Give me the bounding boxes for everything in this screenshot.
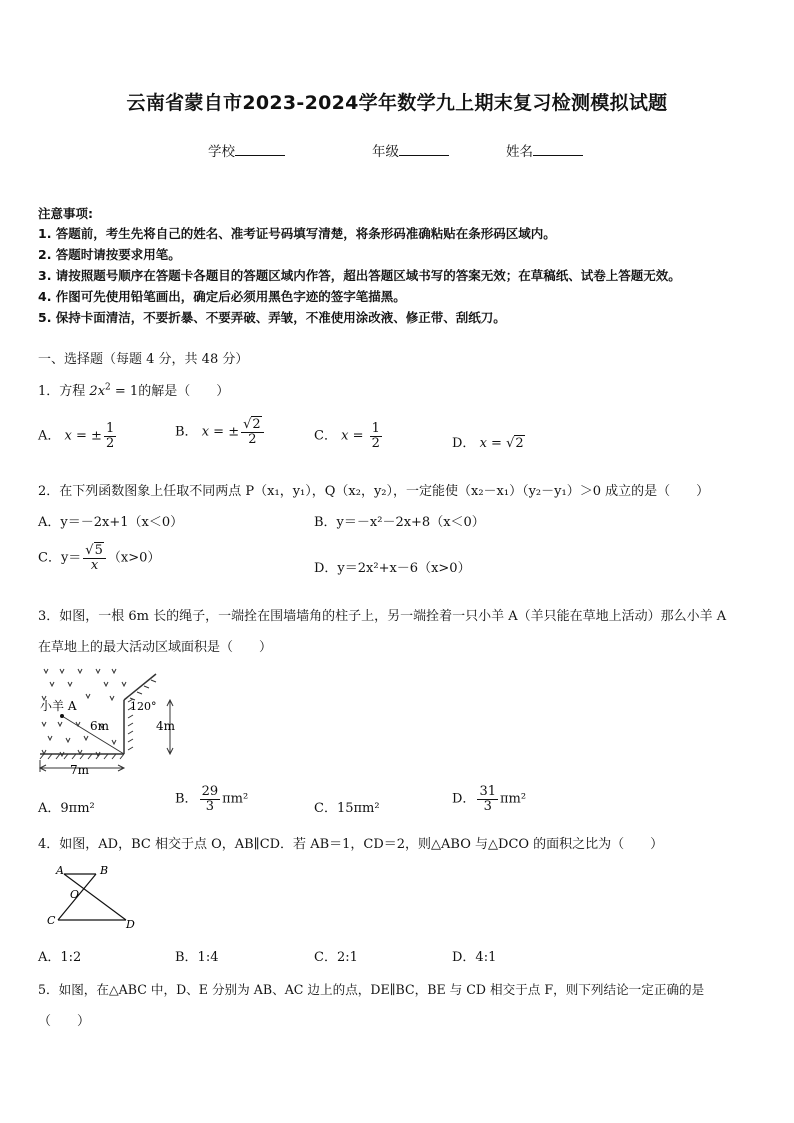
question-3-line-1: 3．如图，一根 6m 长的绳子，一端拴在围墙墙角的柱子上，另一端拴着一只小羊 A（羊只能在草地上活动）那么小羊 A [38,609,727,624]
q1-option-b: B． x = ± $\frac{√2}{2}$ [175,418,266,446]
point-a-label: A [56,864,64,877]
rope-label: 6m [90,719,110,733]
angle-label: 120° [130,700,157,713]
q3-option-b: B． $\frac{29}{3}$ πm² [175,784,249,814]
q2-option-a: A．y＝－2x+1（x＜0） [38,515,184,530]
notes-heading: 注意事项: [38,206,93,221]
sheep-point [60,714,64,718]
q2-option-b: B．y＝－x²－2x+8（x＜0） [314,515,485,530]
question-5-line-2: （ ） [38,1014,91,1029]
point-o-label: O [70,888,80,901]
note-item: 5. 保持卡面清洁，不要折暴、不要弄破、弄皱，不准使用涂改液、修正带、刮纸刀。 [38,310,506,325]
section-heading: 一、选择题（每题 4 分，共 48 分） [38,352,249,367]
point-c-label: C [47,914,56,927]
q3-option-a: A．9πm² [38,801,95,816]
question-1: 1．方程 $2x^2 = 1$的解是（ ） [38,382,230,399]
question-4: 4．如图，AD，BC 相交于点 O，AB∥CD．若 AB＝1，CD＝2，则△ABO 与△DCO 的面积之比为（ ） [38,837,664,852]
q2-option-d: D．y＝2x²+x－6（x>0） [314,561,471,576]
point-d-label: D [126,918,135,931]
q4-option-d: D．4:1 [452,950,497,965]
wall-length-label: 4m [156,719,176,733]
q4-figure [44,862,144,932]
q3-option-d: D． $\frac{31}{3}$ πm² [452,784,527,814]
q1-option-d: D． x = √2 [452,436,524,451]
question-2: 2．在下列函数图象上任取不同两点 P（x₁，y₁），Q（x₂，y₂），一定能使（x₂－x₁）（y₂－y₁）＞0 成立的是（ ） [38,484,710,499]
q4-option-c: C．2:1 [314,950,358,965]
note-item: 4. 作图可先使用铅笔画出，确定后必须用黑色字迹的签字笔描黑。 [38,289,406,304]
point-b-label: B [100,864,109,877]
name-field: 姓名 [506,140,583,160]
grade-field: 年级 [372,140,449,160]
sheep-label: 小羊 A [40,699,77,713]
q3-figure [38,664,188,780]
note-item: 2. 答题时请按要求用笔。 [38,247,181,262]
q4-option-b: B．1:4 [175,950,219,965]
note-item: 1. 答题前，考生先将自己的姓名、准考证号码填写清楚，将条形码准确粘贴在条形码区域内。 [38,226,556,241]
q4-option-a: A．1:2 [38,950,82,965]
note-item: 3. 请按照题号顺序在答题卡各题目的答题区域内作答，超出答题区域书写的答案无效；在草稿纸、试卷上答题无效。 [38,268,681,283]
question-3-line-2: 在草地上的最大活动区域面积是（ ） [38,640,273,655]
q2-option-c: C．y＝ $\frac{√5}{x}$ （x>0） [38,543,161,573]
page-title: 云南省蒙自市2023-2024学年数学九上期末复习检测模拟试题 [126,92,668,114]
school-field: 学校 [208,140,285,160]
q1-option-a: A． x = ± $\frac{1}{2}$ [38,421,115,451]
question-5-line-1: 5．如图，在△ABC 中，D、E 分别为 AB、AC 边上的点，DE∥BC，BE 与 CD 相交于点 F，则下列结论一定正确的是 [38,982,705,997]
q1-option-c: C． x = $\frac{1}{2}$ [314,421,380,451]
q3-option-c: C．15πm² [314,801,380,816]
base-length-label: 7m [70,763,90,777]
